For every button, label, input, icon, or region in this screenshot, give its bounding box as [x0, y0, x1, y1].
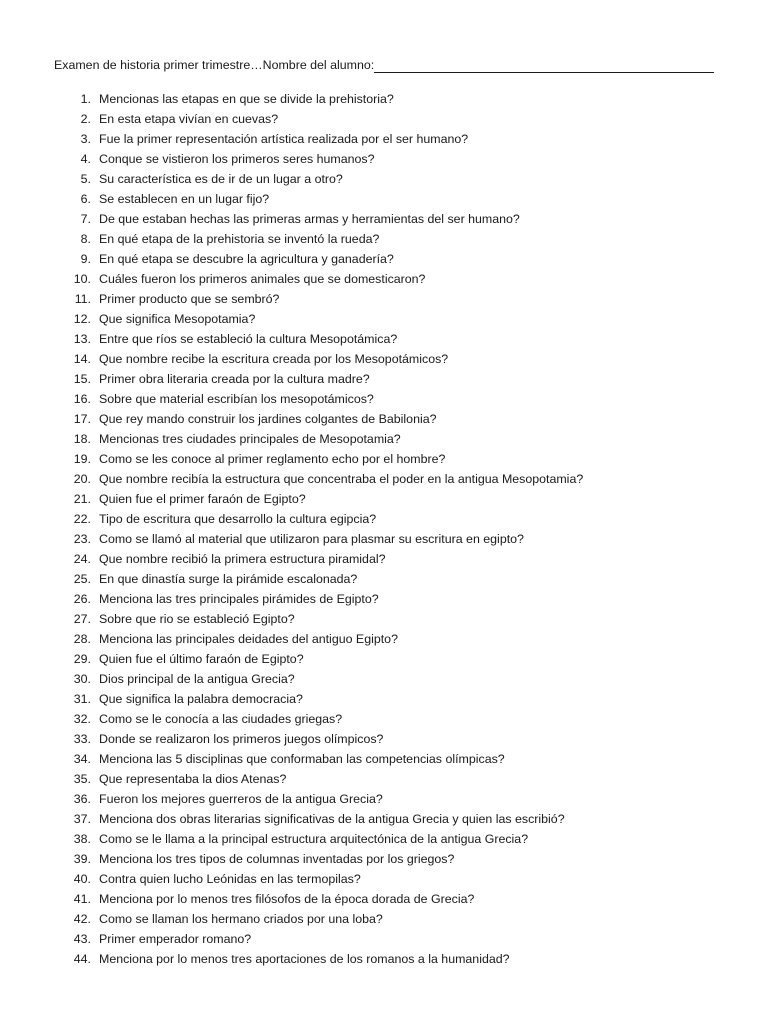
- question-number: 16.: [73, 392, 91, 406]
- question-number: 1.: [80, 92, 91, 106]
- question-text: Se establecen en un lugar fijo?: [99, 192, 270, 206]
- question-number: 22.: [73, 512, 91, 526]
- question-text: Que significa la palabra democracia?: [99, 692, 303, 706]
- question-text: Mencionas las etapas en que se divide la prehistoria?: [99, 92, 394, 106]
- question-text: Donde se realizaron los primeros juegos olímpicos?: [99, 732, 384, 746]
- question-text: Primer obra literaria creada por la cultura madre?: [99, 372, 370, 386]
- question-number: 20.: [73, 472, 91, 486]
- question-text: Menciona las principales deidades del antiguo Egipto?: [99, 632, 398, 646]
- question-text: Sobre que rio se estableció Egipto?: [99, 612, 295, 626]
- question-text: Menciona los tres tipos de columnas inventadas por los griegos?: [99, 852, 455, 866]
- question-number: 26.: [73, 592, 91, 606]
- question-number: 14.: [73, 352, 91, 366]
- question-text: En esta etapa vivían en cuevas?: [99, 112, 279, 126]
- question-number: 21.: [73, 492, 91, 506]
- question-text: Entre que ríos se estableció la cultura Mesopotámica?: [99, 332, 398, 346]
- question-text: Que nombre recibió la primera estructura piramidal?: [99, 552, 386, 566]
- question-number: 5.: [80, 172, 91, 186]
- question-number: 13.: [73, 332, 91, 346]
- question-number: 39.: [73, 852, 91, 866]
- question-number: 19.: [73, 452, 91, 466]
- question-number: 27.: [73, 612, 91, 626]
- question-text: Primer emperador romano?: [99, 932, 252, 946]
- question-number: 24.: [73, 552, 91, 566]
- question-number: 30.: [73, 672, 91, 686]
- question-text: Cuáles fueron los primeros animales que se domesticaron?: [99, 272, 426, 286]
- question-number: 9.: [80, 252, 91, 266]
- question-text: Quien fue el último faraón de Egipto?: [99, 652, 304, 666]
- question-number: 35.: [73, 772, 91, 786]
- question-number: 7.: [80, 212, 91, 226]
- question-text: En qué etapa se descubre la agricultura y ganadería?: [99, 252, 394, 266]
- question-text: Que nombre recibe la escritura creada por los Mesopotámicos?: [99, 352, 449, 366]
- question-number: 40.: [73, 872, 91, 886]
- question-number: 37.: [73, 812, 91, 826]
- question-text: En qué etapa de la prehistoria se inventó la rueda?: [99, 232, 380, 246]
- question-text: Como se les conoce al primer reglamento echo por el hombre?: [99, 452, 446, 466]
- question-number: 36.: [73, 792, 91, 806]
- question-text: Menciona por lo menos tres filósofos de la época dorada de Grecia?: [99, 892, 475, 906]
- question-number: 17.: [73, 412, 91, 426]
- question-text: De que estaban hechas las primeras armas y herramientas del ser humano?: [99, 212, 520, 226]
- question-number: 44.: [73, 952, 91, 966]
- question-number: 2.: [80, 112, 91, 126]
- question-text: Fueron los mejores guerreros de la antigua Grecia?: [99, 792, 383, 806]
- question-text: Contra quien lucho Leónidas en las termopilas?: [99, 872, 361, 886]
- question-number: 18.: [73, 432, 91, 446]
- question-number: 3.: [80, 132, 91, 146]
- question-number: 11.: [74, 292, 91, 306]
- question-text: Menciona dos obras literarias significativas de la antigua Grecia y quien las escribió?: [99, 812, 565, 826]
- exam-title: Examen de historia primer trimestre…Nombre del alumno:: [54, 58, 375, 72]
- question-text: Sobre que material escribían los mesopotámicos?: [99, 392, 374, 406]
- student-name-blank: [374, 59, 714, 73]
- question-text: Conque se vistieron los primeros seres humanos?: [99, 152, 375, 166]
- question-text: Mencionas tres ciudades principales de Mesopotamia?: [99, 432, 401, 446]
- question-number: 41.: [73, 892, 91, 906]
- question-number: 25.: [73, 572, 91, 586]
- question-text: Menciona las tres principales pirámides de Egipto?: [99, 592, 379, 606]
- question-number: 32.: [73, 712, 91, 726]
- question-number: 6.: [80, 192, 91, 206]
- question-text: Como se llaman los hermano criados por una loba?: [99, 912, 383, 926]
- question-number: 33.: [73, 732, 91, 746]
- question-number: 34.: [73, 752, 91, 766]
- question-text: Tipo de escritura que desarrollo la cultura egipcia?: [99, 512, 377, 526]
- exam-header: [54, 57, 714, 73]
- question-text: Dios principal de la antigua Grecia?: [99, 672, 295, 686]
- question-text: Quien fue el primer faraón de Egipto?: [99, 492, 306, 506]
- question-number: 4.: [80, 152, 91, 166]
- question-text: Que significa Mesopotamia?: [99, 312, 256, 326]
- question-text: En que dinastía surge la pirámide escalonada?: [99, 572, 358, 586]
- question-number: 43.: [73, 932, 91, 946]
- question-text: Menciona por lo menos tres aportaciones de los romanos a la humanidad?: [99, 952, 510, 966]
- question-number: 10.: [73, 272, 91, 286]
- question-text: Como se le conocía a las ciudades griegas?: [99, 712, 343, 726]
- question-text: Menciona las 5 disciplinas que conformaban las competencias olímpicas?: [99, 752, 505, 766]
- question-text: Su característica es de ir de un lugar a otro?: [99, 172, 343, 186]
- question-text: Que representaba la dios Atenas?: [99, 772, 287, 786]
- question-text: Fue la primer representación artística realizada por el ser humano?: [99, 132, 469, 146]
- question-number: 29.: [73, 652, 91, 666]
- question-number: 23.: [73, 532, 91, 546]
- question-number: 38.: [73, 832, 91, 846]
- question-number: 31.: [73, 692, 91, 706]
- question-number: 12.: [73, 312, 91, 326]
- question-text: Como se llamó al material que utilizaron para plasmar su escritura en egipto?: [99, 532, 524, 546]
- question-number: 42.: [73, 912, 91, 926]
- question-text: Que nombre recibía la estructura que concentraba el poder en la antigua Mesopotamia?: [99, 472, 584, 486]
- question-text: Que rey mando construir los jardines colgantes de Babilonia?: [99, 412, 437, 426]
- question-number: 8.: [80, 232, 91, 246]
- question-text: Como se le llama a la principal estructura arquitectónica de la antigua Grecia?: [99, 832, 529, 846]
- question-number: 15.: [73, 372, 91, 386]
- question-number: 28.: [73, 632, 91, 646]
- question-text: Primer producto que se sembró?: [99, 292, 280, 306]
